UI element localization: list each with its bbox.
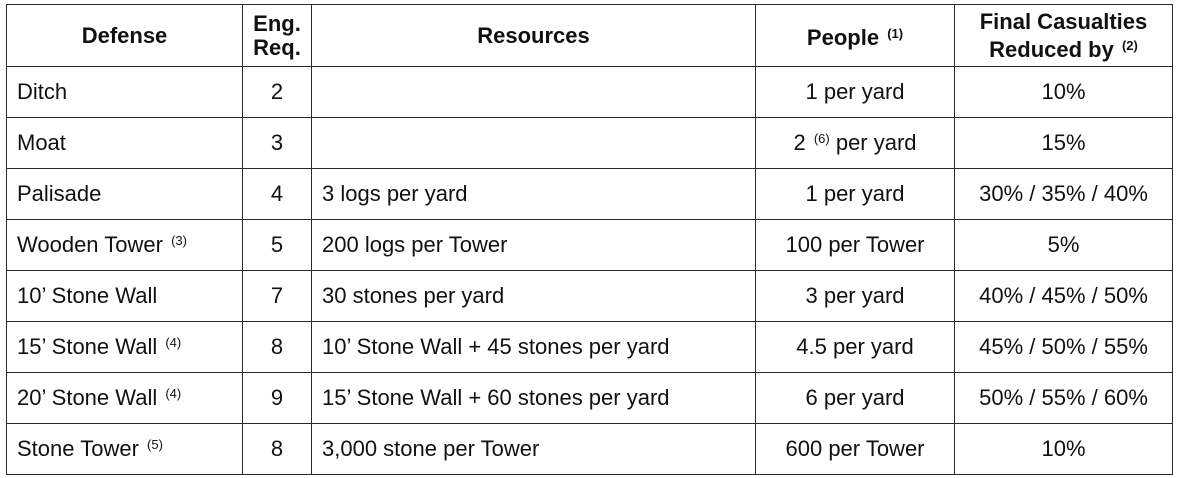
footnote-marker: (3) xyxy=(171,233,187,248)
cell-people: 1 per yard xyxy=(756,169,955,220)
cell-defense: Wooden Tower $^{(3)}$ xyxy=(7,220,243,271)
table-row xyxy=(7,169,1173,220)
cell-resources xyxy=(312,118,756,169)
cell-reduced-by: 45% / 50% / 55% xyxy=(955,322,1173,373)
cell-resources: 15’ Stone Wall + 60 stones per yard xyxy=(312,373,756,424)
cell-eng-req: 8 xyxy=(243,424,312,475)
cell-reduced-by: 30% / 35% / 40% xyxy=(955,169,1173,220)
cell-resources xyxy=(312,67,756,118)
cell-defense: Moat xyxy=(7,118,243,169)
table-row xyxy=(7,67,1173,118)
cell-defense: 15’ Stone Wall $^{(4)}$ xyxy=(7,322,243,373)
table-row xyxy=(7,220,1173,271)
cell-reduced-by: 40% / 45% / 50% xyxy=(955,271,1173,322)
cell-resources: 30 stones per yard xyxy=(312,271,756,322)
cell-defense: 20’ Stone Wall $^{(4)}$ xyxy=(7,373,243,424)
table-row xyxy=(7,424,1173,475)
footnote-marker: (2) xyxy=(1121,37,1138,53)
cell-defense: 10’ Stone Wall xyxy=(7,271,243,322)
cell-defense: Stone Tower $^{(5)}$ xyxy=(7,424,243,475)
footnote-marker: (6) xyxy=(813,131,830,146)
cell-eng-req: 2 xyxy=(243,67,312,118)
footnote-marker: (4) xyxy=(165,386,182,401)
header-row xyxy=(7,5,1173,67)
cell-reduced-by: 15% xyxy=(955,118,1173,169)
cell-people: 3 per yard xyxy=(756,271,955,322)
cell-eng-req: 5 xyxy=(243,220,312,271)
cell-resources: 200 logs per Tower xyxy=(312,220,756,271)
cell-people: 2 $^{(6)}$ per yard xyxy=(756,118,955,169)
cell-reduced-by: 5% xyxy=(955,220,1173,271)
cell-eng-req: 8 xyxy=(243,322,312,373)
cell-reduced-by: 10% xyxy=(955,67,1173,118)
defense-table xyxy=(6,4,1173,475)
footnote-marker: (4) xyxy=(165,335,182,350)
cell-resources: 3 logs per yard xyxy=(312,169,756,220)
table-row xyxy=(7,271,1173,322)
table-row xyxy=(7,373,1173,424)
cell-people: 1 per yard xyxy=(756,67,955,118)
cell-people: 4.5 per yard xyxy=(756,322,955,373)
cell-people: 100 per Tower xyxy=(756,220,955,271)
header-defense: Defense xyxy=(7,5,243,67)
cell-reduced-by: 50% / 55% / 60% xyxy=(955,373,1173,424)
cell-people: 600 per Tower xyxy=(756,424,955,475)
header-final-casualties: Final Casualties Reduced by $^{(2)}$ xyxy=(955,5,1173,67)
cell-resources: 10’ Stone Wall + 45 stones per yard xyxy=(312,322,756,373)
cell-eng-req: 9 xyxy=(243,373,312,424)
cell-eng-req: 3 xyxy=(243,118,312,169)
header-eng-req: Eng. Req. xyxy=(243,5,312,67)
header-people: People $^{(1)}$ xyxy=(756,5,955,67)
cell-reduced-by: 10% xyxy=(955,424,1173,475)
table-row xyxy=(7,118,1173,169)
cell-eng-req: 7 xyxy=(243,271,312,322)
table-body xyxy=(7,67,1173,475)
header-resources: Resources xyxy=(312,5,756,67)
cell-eng-req: 4 xyxy=(243,169,312,220)
footnote-marker: (5) xyxy=(147,437,163,452)
cell-resources: 3,000 stone per Tower xyxy=(312,424,756,475)
cell-people: 6 per yard xyxy=(756,373,955,424)
cell-defense: Palisade xyxy=(7,169,243,220)
cell-defense: Ditch xyxy=(7,67,243,118)
table-row xyxy=(7,322,1173,373)
footnote-marker: (1) xyxy=(887,25,904,41)
